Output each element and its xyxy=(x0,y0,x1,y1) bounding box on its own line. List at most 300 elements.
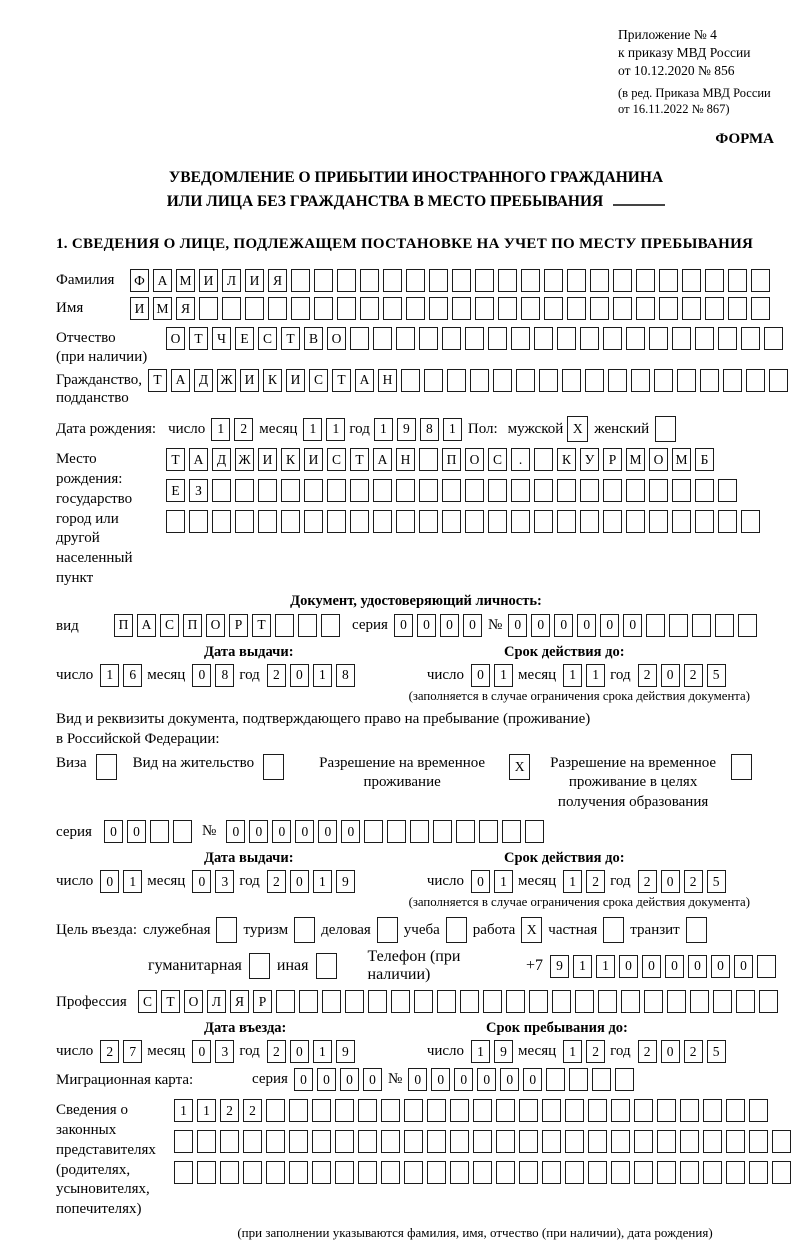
char-cell[interactable] xyxy=(546,1068,565,1091)
char-cell[interactable]: С xyxy=(327,448,346,471)
char-cell[interactable] xyxy=(289,1130,308,1153)
char-cell[interactable] xyxy=(404,1099,423,1122)
char-cell[interactable]: Е xyxy=(235,327,254,350)
char-cell[interactable]: 0 xyxy=(192,664,211,687)
char-cell[interactable] xyxy=(718,327,737,350)
char-cell[interactable] xyxy=(383,297,402,320)
char-cell[interactable] xyxy=(314,297,333,320)
char-cell[interactable] xyxy=(350,510,369,533)
char-cell[interactable] xyxy=(465,479,484,502)
char-cell[interactable] xyxy=(473,1161,492,1184)
char-cell[interactable] xyxy=(646,614,665,637)
char-cell[interactable] xyxy=(220,1130,239,1153)
char-cell[interactable]: С xyxy=(488,448,507,471)
char-cell[interactable] xyxy=(396,510,415,533)
char-cell[interactable]: 1 xyxy=(197,1099,216,1122)
char-cell[interactable]: 3 xyxy=(215,870,234,893)
char-cell[interactable]: 2 xyxy=(684,664,703,687)
char-cell[interactable]: Т xyxy=(161,990,180,1013)
char-cell[interactable] xyxy=(475,269,494,292)
char-cell[interactable]: Ф xyxy=(130,269,149,292)
char-cell[interactable] xyxy=(322,990,341,1013)
char-cell[interactable]: Т xyxy=(332,369,351,392)
char-cell[interactable] xyxy=(358,1130,377,1153)
char-cell[interactable] xyxy=(364,820,383,843)
char-cell[interactable] xyxy=(368,990,387,1013)
char-cell[interactable] xyxy=(373,479,392,502)
char-cell[interactable] xyxy=(498,269,517,292)
char-cell[interactable] xyxy=(429,269,448,292)
char-cell[interactable]: О xyxy=(166,327,185,350)
char-cell[interactable]: Т xyxy=(350,448,369,471)
char-cell[interactable]: И xyxy=(130,297,149,320)
char-cell[interactable] xyxy=(496,1130,515,1153)
char-cell[interactable] xyxy=(565,1130,584,1153)
char-cell[interactable]: 0 xyxy=(226,820,245,843)
char-cell[interactable]: Я xyxy=(176,297,195,320)
char-cell[interactable]: 1 xyxy=(326,418,345,441)
char-cell[interactable] xyxy=(235,510,254,533)
char-cell[interactable]: Т xyxy=(166,448,185,471)
char-cell[interactable] xyxy=(166,510,185,533)
char-cell[interactable] xyxy=(511,327,530,350)
char-cell[interactable]: Я xyxy=(268,269,287,292)
char-cell[interactable]: X xyxy=(567,416,588,442)
char-cell[interactable]: 1 xyxy=(313,870,332,893)
char-cell[interactable] xyxy=(419,448,438,471)
char-cell[interactable]: 1 xyxy=(494,664,513,687)
char-cell[interactable]: Т xyxy=(148,369,167,392)
char-cell[interactable] xyxy=(360,269,379,292)
char-cell[interactable] xyxy=(603,479,622,502)
char-cell[interactable] xyxy=(603,917,624,943)
char-cell[interactable]: 1 xyxy=(374,418,393,441)
char-cell[interactable]: 1 xyxy=(174,1099,193,1122)
char-cell[interactable] xyxy=(442,479,461,502)
char-cell[interactable] xyxy=(360,297,379,320)
char-cell[interactable]: Р xyxy=(253,990,272,1013)
char-cell[interactable] xyxy=(634,1161,653,1184)
char-cell[interactable]: 9 xyxy=(336,870,355,893)
char-cell[interactable]: 9 xyxy=(397,418,416,441)
char-cell[interactable]: 2 xyxy=(684,1040,703,1063)
char-cell[interactable] xyxy=(659,269,678,292)
char-cell[interactable] xyxy=(634,1099,653,1122)
char-cell[interactable] xyxy=(391,990,410,1013)
char-cell[interactable] xyxy=(289,1161,308,1184)
char-cell[interactable]: С xyxy=(138,990,157,1013)
char-cell[interactable]: М xyxy=(176,269,195,292)
char-cell[interactable]: 0 xyxy=(417,614,436,637)
char-cell[interactable]: 2 xyxy=(684,870,703,893)
char-cell[interactable]: 1 xyxy=(313,664,332,687)
char-cell[interactable]: А xyxy=(355,369,374,392)
char-cell[interactable] xyxy=(410,820,429,843)
char-cell[interactable] xyxy=(289,1099,308,1122)
char-cell[interactable] xyxy=(450,1161,469,1184)
char-cell[interactable] xyxy=(174,1161,193,1184)
char-cell[interactable] xyxy=(220,1161,239,1184)
char-cell[interactable] xyxy=(424,369,443,392)
char-cell[interactable] xyxy=(404,1130,423,1153)
char-cell[interactable] xyxy=(703,1099,722,1122)
char-cell[interactable] xyxy=(695,479,714,502)
char-cell[interactable]: А xyxy=(373,448,392,471)
char-cell[interactable] xyxy=(276,990,295,1013)
char-cell[interactable] xyxy=(358,1161,377,1184)
char-cell[interactable]: В xyxy=(304,327,323,350)
char-cell[interactable] xyxy=(519,1099,538,1122)
char-cell[interactable] xyxy=(406,297,425,320)
char-cell[interactable]: 0 xyxy=(295,820,314,843)
char-cell[interactable]: Л xyxy=(207,990,226,1013)
char-cell[interactable]: 9 xyxy=(550,955,569,978)
char-cell[interactable]: 0 xyxy=(431,1068,450,1091)
char-cell[interactable] xyxy=(713,990,732,1013)
char-cell[interactable] xyxy=(557,479,576,502)
char-cell[interactable] xyxy=(731,754,752,780)
char-cell[interactable]: 0 xyxy=(290,870,309,893)
char-cell[interactable] xyxy=(222,297,241,320)
char-cell[interactable] xyxy=(506,990,525,1013)
char-cell[interactable] xyxy=(672,479,691,502)
char-cell[interactable] xyxy=(419,327,438,350)
char-cell[interactable]: 1 xyxy=(573,955,592,978)
char-cell[interactable]: . xyxy=(511,448,530,471)
char-cell[interactable] xyxy=(212,510,231,533)
char-cell[interactable] xyxy=(337,269,356,292)
char-cell[interactable] xyxy=(680,1161,699,1184)
char-cell[interactable] xyxy=(401,369,420,392)
char-cell[interactable] xyxy=(686,917,707,943)
char-cell[interactable]: 1 xyxy=(563,664,582,687)
char-cell[interactable]: 2 xyxy=(586,1040,605,1063)
char-cell[interactable] xyxy=(174,1130,193,1153)
char-cell[interactable] xyxy=(321,614,340,637)
char-cell[interactable] xyxy=(682,269,701,292)
char-cell[interactable] xyxy=(488,479,507,502)
char-cell[interactable]: О xyxy=(206,614,225,637)
char-cell[interactable] xyxy=(212,479,231,502)
char-cell[interactable] xyxy=(335,1130,354,1153)
char-cell[interactable]: 0 xyxy=(272,820,291,843)
char-cell[interactable] xyxy=(452,297,471,320)
char-cell[interactable]: П xyxy=(442,448,461,471)
char-cell[interactable] xyxy=(396,327,415,350)
char-cell[interactable] xyxy=(312,1099,331,1122)
char-cell[interactable] xyxy=(613,297,632,320)
char-cell[interactable]: Е xyxy=(166,479,185,502)
char-cell[interactable] xyxy=(358,1099,377,1122)
char-cell[interactable] xyxy=(603,327,622,350)
char-cell[interactable] xyxy=(456,820,475,843)
char-cell[interactable] xyxy=(741,510,760,533)
char-cell[interactable] xyxy=(715,614,734,637)
char-cell[interactable] xyxy=(442,510,461,533)
char-cell[interactable] xyxy=(387,820,406,843)
char-cell[interactable] xyxy=(626,510,645,533)
char-cell[interactable]: 2 xyxy=(638,1040,657,1063)
char-cell[interactable] xyxy=(465,510,484,533)
char-cell[interactable]: 0 xyxy=(661,870,680,893)
char-cell[interactable] xyxy=(575,990,594,1013)
char-cell[interactable]: 0 xyxy=(440,614,459,637)
char-cell[interactable] xyxy=(695,510,714,533)
char-cell[interactable] xyxy=(298,614,317,637)
char-cell[interactable]: 8 xyxy=(215,664,234,687)
char-cell[interactable]: З xyxy=(189,479,208,502)
char-cell[interactable] xyxy=(529,990,548,1013)
char-cell[interactable] xyxy=(197,1161,216,1184)
char-cell[interactable]: 0 xyxy=(127,820,146,843)
char-cell[interactable] xyxy=(263,754,284,780)
char-cell[interactable] xyxy=(516,369,535,392)
char-cell[interactable]: С xyxy=(160,614,179,637)
char-cell[interactable] xyxy=(613,269,632,292)
char-cell[interactable]: 1 xyxy=(211,418,230,441)
char-cell[interactable]: 6 xyxy=(123,664,142,687)
char-cell[interactable] xyxy=(521,269,540,292)
char-cell[interactable] xyxy=(588,1099,607,1122)
char-cell[interactable]: У xyxy=(580,448,599,471)
char-cell[interactable] xyxy=(631,369,650,392)
char-cell[interactable] xyxy=(565,1099,584,1122)
char-cell[interactable] xyxy=(649,327,668,350)
char-cell[interactable]: 0 xyxy=(523,1068,542,1091)
char-cell[interactable]: 0 xyxy=(577,614,596,637)
char-cell[interactable]: О xyxy=(184,990,203,1013)
char-cell[interactable] xyxy=(381,1161,400,1184)
char-cell[interactable] xyxy=(96,754,117,780)
char-cell[interactable] xyxy=(772,1161,791,1184)
char-cell[interactable] xyxy=(615,1068,634,1091)
char-cell[interactable]: М xyxy=(626,448,645,471)
char-cell[interactable] xyxy=(373,510,392,533)
char-cell[interactable]: А xyxy=(137,614,156,637)
char-cell[interactable] xyxy=(567,269,586,292)
char-cell[interactable] xyxy=(335,1099,354,1122)
char-cell[interactable] xyxy=(216,917,237,943)
char-cell[interactable] xyxy=(470,369,489,392)
char-cell[interactable] xyxy=(738,614,757,637)
char-cell[interactable] xyxy=(539,369,558,392)
char-cell[interactable]: И xyxy=(258,448,277,471)
char-cell[interactable] xyxy=(442,327,461,350)
char-cell[interactable]: 0 xyxy=(508,614,527,637)
char-cell[interactable]: 8 xyxy=(420,418,439,441)
char-cell[interactable] xyxy=(452,269,471,292)
char-cell[interactable] xyxy=(657,1099,676,1122)
char-cell[interactable] xyxy=(718,479,737,502)
char-cell[interactable] xyxy=(669,614,688,637)
char-cell[interactable] xyxy=(749,1161,768,1184)
char-cell[interactable] xyxy=(511,479,530,502)
char-cell[interactable] xyxy=(611,1161,630,1184)
char-cell[interactable]: Б xyxy=(695,448,714,471)
char-cell[interactable] xyxy=(291,297,310,320)
char-cell[interactable]: 0 xyxy=(500,1068,519,1091)
char-cell[interactable] xyxy=(316,953,337,979)
char-cell[interactable]: 1 xyxy=(443,418,462,441)
char-cell[interactable] xyxy=(580,510,599,533)
char-cell[interactable] xyxy=(751,269,770,292)
char-cell[interactable]: Д xyxy=(212,448,231,471)
char-cell[interactable]: 2 xyxy=(243,1099,262,1122)
char-cell[interactable] xyxy=(511,510,530,533)
char-cell[interactable] xyxy=(703,1130,722,1153)
char-cell[interactable] xyxy=(534,510,553,533)
char-cell[interactable]: 0 xyxy=(471,664,490,687)
char-cell[interactable] xyxy=(243,1161,262,1184)
char-cell[interactable] xyxy=(544,297,563,320)
char-cell[interactable] xyxy=(189,510,208,533)
char-cell[interactable] xyxy=(751,297,770,320)
char-cell[interactable]: 0 xyxy=(531,614,550,637)
char-cell[interactable] xyxy=(534,327,553,350)
char-cell[interactable]: 0 xyxy=(734,955,753,978)
char-cell[interactable] xyxy=(377,917,398,943)
char-cell[interactable]: Н xyxy=(396,448,415,471)
char-cell[interactable] xyxy=(580,327,599,350)
char-cell[interactable] xyxy=(757,955,776,978)
char-cell[interactable]: X xyxy=(509,754,530,780)
char-cell[interactable] xyxy=(314,269,333,292)
char-cell[interactable]: 0 xyxy=(317,1068,336,1091)
char-cell[interactable]: 0 xyxy=(104,820,123,843)
char-cell[interactable] xyxy=(479,820,498,843)
char-cell[interactable]: 0 xyxy=(463,614,482,637)
char-cell[interactable] xyxy=(667,990,686,1013)
char-cell[interactable]: Н xyxy=(378,369,397,392)
char-cell[interactable] xyxy=(496,1099,515,1122)
char-cell[interactable] xyxy=(345,990,364,1013)
char-cell[interactable] xyxy=(644,990,663,1013)
char-cell[interactable] xyxy=(603,510,622,533)
char-cell[interactable]: М xyxy=(153,297,172,320)
char-cell[interactable] xyxy=(381,1130,400,1153)
char-cell[interactable] xyxy=(327,510,346,533)
char-cell[interactable] xyxy=(726,1099,745,1122)
char-cell[interactable]: Ч xyxy=(212,327,231,350)
char-cell[interactable] xyxy=(746,369,765,392)
char-cell[interactable] xyxy=(749,1099,768,1122)
char-cell[interactable] xyxy=(473,1099,492,1122)
char-cell[interactable] xyxy=(199,297,218,320)
char-cell[interactable] xyxy=(281,479,300,502)
char-cell[interactable]: И xyxy=(304,448,323,471)
char-cell[interactable]: П xyxy=(114,614,133,637)
char-cell[interactable]: 9 xyxy=(336,1040,355,1063)
char-cell[interactable] xyxy=(542,1099,561,1122)
char-cell[interactable] xyxy=(728,269,747,292)
char-cell[interactable] xyxy=(636,269,655,292)
char-cell[interactable]: Т xyxy=(281,327,300,350)
char-cell[interactable] xyxy=(447,369,466,392)
char-cell[interactable]: О xyxy=(327,327,346,350)
char-cell[interactable]: К xyxy=(557,448,576,471)
char-cell[interactable] xyxy=(519,1161,538,1184)
char-cell[interactable] xyxy=(294,917,315,943)
char-cell[interactable] xyxy=(235,479,254,502)
char-cell[interactable]: 0 xyxy=(661,664,680,687)
char-cell[interactable]: 0 xyxy=(619,955,638,978)
char-cell[interactable]: 2 xyxy=(638,870,657,893)
char-cell[interactable]: 2 xyxy=(267,664,286,687)
char-cell[interactable] xyxy=(521,297,540,320)
char-cell[interactable]: И xyxy=(240,369,259,392)
char-cell[interactable]: 1 xyxy=(471,1040,490,1063)
char-cell[interactable]: 2 xyxy=(267,870,286,893)
char-cell[interactable] xyxy=(450,1099,469,1122)
char-cell[interactable] xyxy=(258,479,277,502)
char-cell[interactable] xyxy=(705,269,724,292)
char-cell[interactable]: А xyxy=(171,369,190,392)
char-cell[interactable]: 7 xyxy=(123,1040,142,1063)
char-cell[interactable]: 2 xyxy=(267,1040,286,1063)
char-cell[interactable]: Т xyxy=(189,327,208,350)
char-cell[interactable]: 0 xyxy=(249,820,268,843)
char-cell[interactable]: 1 xyxy=(596,955,615,978)
char-cell[interactable] xyxy=(542,1161,561,1184)
char-cell[interactable] xyxy=(437,990,456,1013)
char-cell[interactable]: X xyxy=(521,917,542,943)
char-cell[interactable]: Ж xyxy=(217,369,236,392)
char-cell[interactable] xyxy=(404,1161,423,1184)
char-cell[interactable]: 0 xyxy=(341,820,360,843)
char-cell[interactable] xyxy=(654,369,673,392)
char-cell[interactable]: 1 xyxy=(586,664,605,687)
char-cell[interactable] xyxy=(475,297,494,320)
char-cell[interactable] xyxy=(350,479,369,502)
char-cell[interactable] xyxy=(419,479,438,502)
char-cell[interactable] xyxy=(569,1068,588,1091)
char-cell[interactable]: М xyxy=(672,448,691,471)
char-cell[interactable]: А xyxy=(189,448,208,471)
char-cell[interactable] xyxy=(769,369,788,392)
char-cell[interactable] xyxy=(488,510,507,533)
char-cell[interactable]: 2 xyxy=(234,418,253,441)
char-cell[interactable] xyxy=(542,1130,561,1153)
char-cell[interactable] xyxy=(245,297,264,320)
char-cell[interactable]: 5 xyxy=(707,870,726,893)
char-cell[interactable]: 0 xyxy=(294,1068,313,1091)
char-cell[interactable]: 5 xyxy=(707,1040,726,1063)
char-cell[interactable] xyxy=(590,297,609,320)
char-cell[interactable]: 1 xyxy=(303,418,322,441)
char-cell[interactable] xyxy=(728,297,747,320)
char-cell[interactable] xyxy=(690,990,709,1013)
char-cell[interactable]: 2 xyxy=(638,664,657,687)
char-cell[interactable] xyxy=(173,820,192,843)
char-cell[interactable] xyxy=(312,1161,331,1184)
char-cell[interactable] xyxy=(636,297,655,320)
char-cell[interactable]: Р xyxy=(229,614,248,637)
char-cell[interactable]: А xyxy=(153,269,172,292)
char-cell[interactable] xyxy=(266,1161,285,1184)
char-cell[interactable]: О xyxy=(465,448,484,471)
char-cell[interactable] xyxy=(427,1130,446,1153)
char-cell[interactable]: 3 xyxy=(215,1040,234,1063)
char-cell[interactable] xyxy=(726,1130,745,1153)
char-cell[interactable]: 1 xyxy=(563,1040,582,1063)
char-cell[interactable]: 9 xyxy=(494,1040,513,1063)
char-cell[interactable] xyxy=(304,510,323,533)
char-cell[interactable] xyxy=(406,269,425,292)
char-cell[interactable]: 0 xyxy=(318,820,337,843)
char-cell[interactable]: Т xyxy=(252,614,271,637)
char-cell[interactable]: 2 xyxy=(100,1040,119,1063)
char-cell[interactable] xyxy=(588,1161,607,1184)
